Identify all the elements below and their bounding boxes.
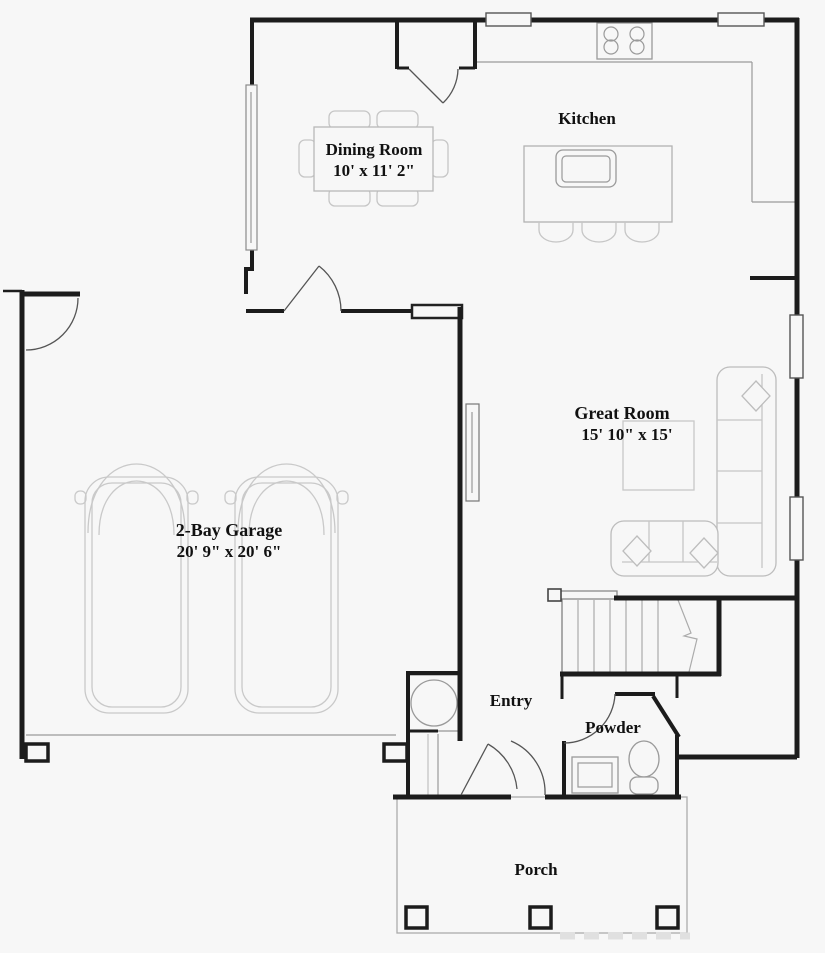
kitchen-label: Kitchen [558,109,616,128]
garage-car [225,464,348,713]
porch-posts [406,907,678,928]
cooktop [597,23,652,59]
window [718,13,764,26]
dining-room-label: Dining Room [325,140,423,159]
dining-chair [329,111,370,129]
porch-post [530,907,551,928]
garage-car [75,464,198,713]
wall-niche [466,404,479,501]
island-stool [625,222,659,242]
stair-break-line [678,600,697,672]
dining-chair [377,111,418,129]
porch-post [657,907,678,928]
pantry-door [409,69,458,103]
hall-door [284,266,341,311]
garage-label: 2-Bay Garage [175,520,283,540]
island-stool [582,222,616,242]
toilet [629,741,659,794]
utility-closet [428,734,438,795]
front-door [511,741,545,795]
garage-post [384,744,407,761]
garage-side-door [26,298,78,350]
entry-label: Entry [489,691,533,710]
porch-post [406,907,427,928]
staircase [548,589,697,673]
island-stool [539,222,573,242]
water-heater [408,675,461,731]
kitchen-island [524,146,672,242]
window [790,497,803,560]
great-room-label: Great Room [574,403,670,423]
porch-label: Porch [514,860,558,879]
stair-newel [548,589,561,601]
cased-opening [412,305,462,318]
garage-dimensions: 20' 9" x 20' 6" [176,542,282,561]
garage-entry-door [461,744,517,795]
powder-vanity [572,757,618,793]
garage-post [26,744,48,761]
powder-label: Powder [585,718,641,737]
great-room-dimensions: 15' 10" x 15' [581,425,673,444]
window-tall [246,85,257,250]
window [486,13,531,26]
dining-room-dimensions: 10' x 11' 2" [333,161,415,180]
window [790,315,803,378]
dining-table [314,127,433,191]
